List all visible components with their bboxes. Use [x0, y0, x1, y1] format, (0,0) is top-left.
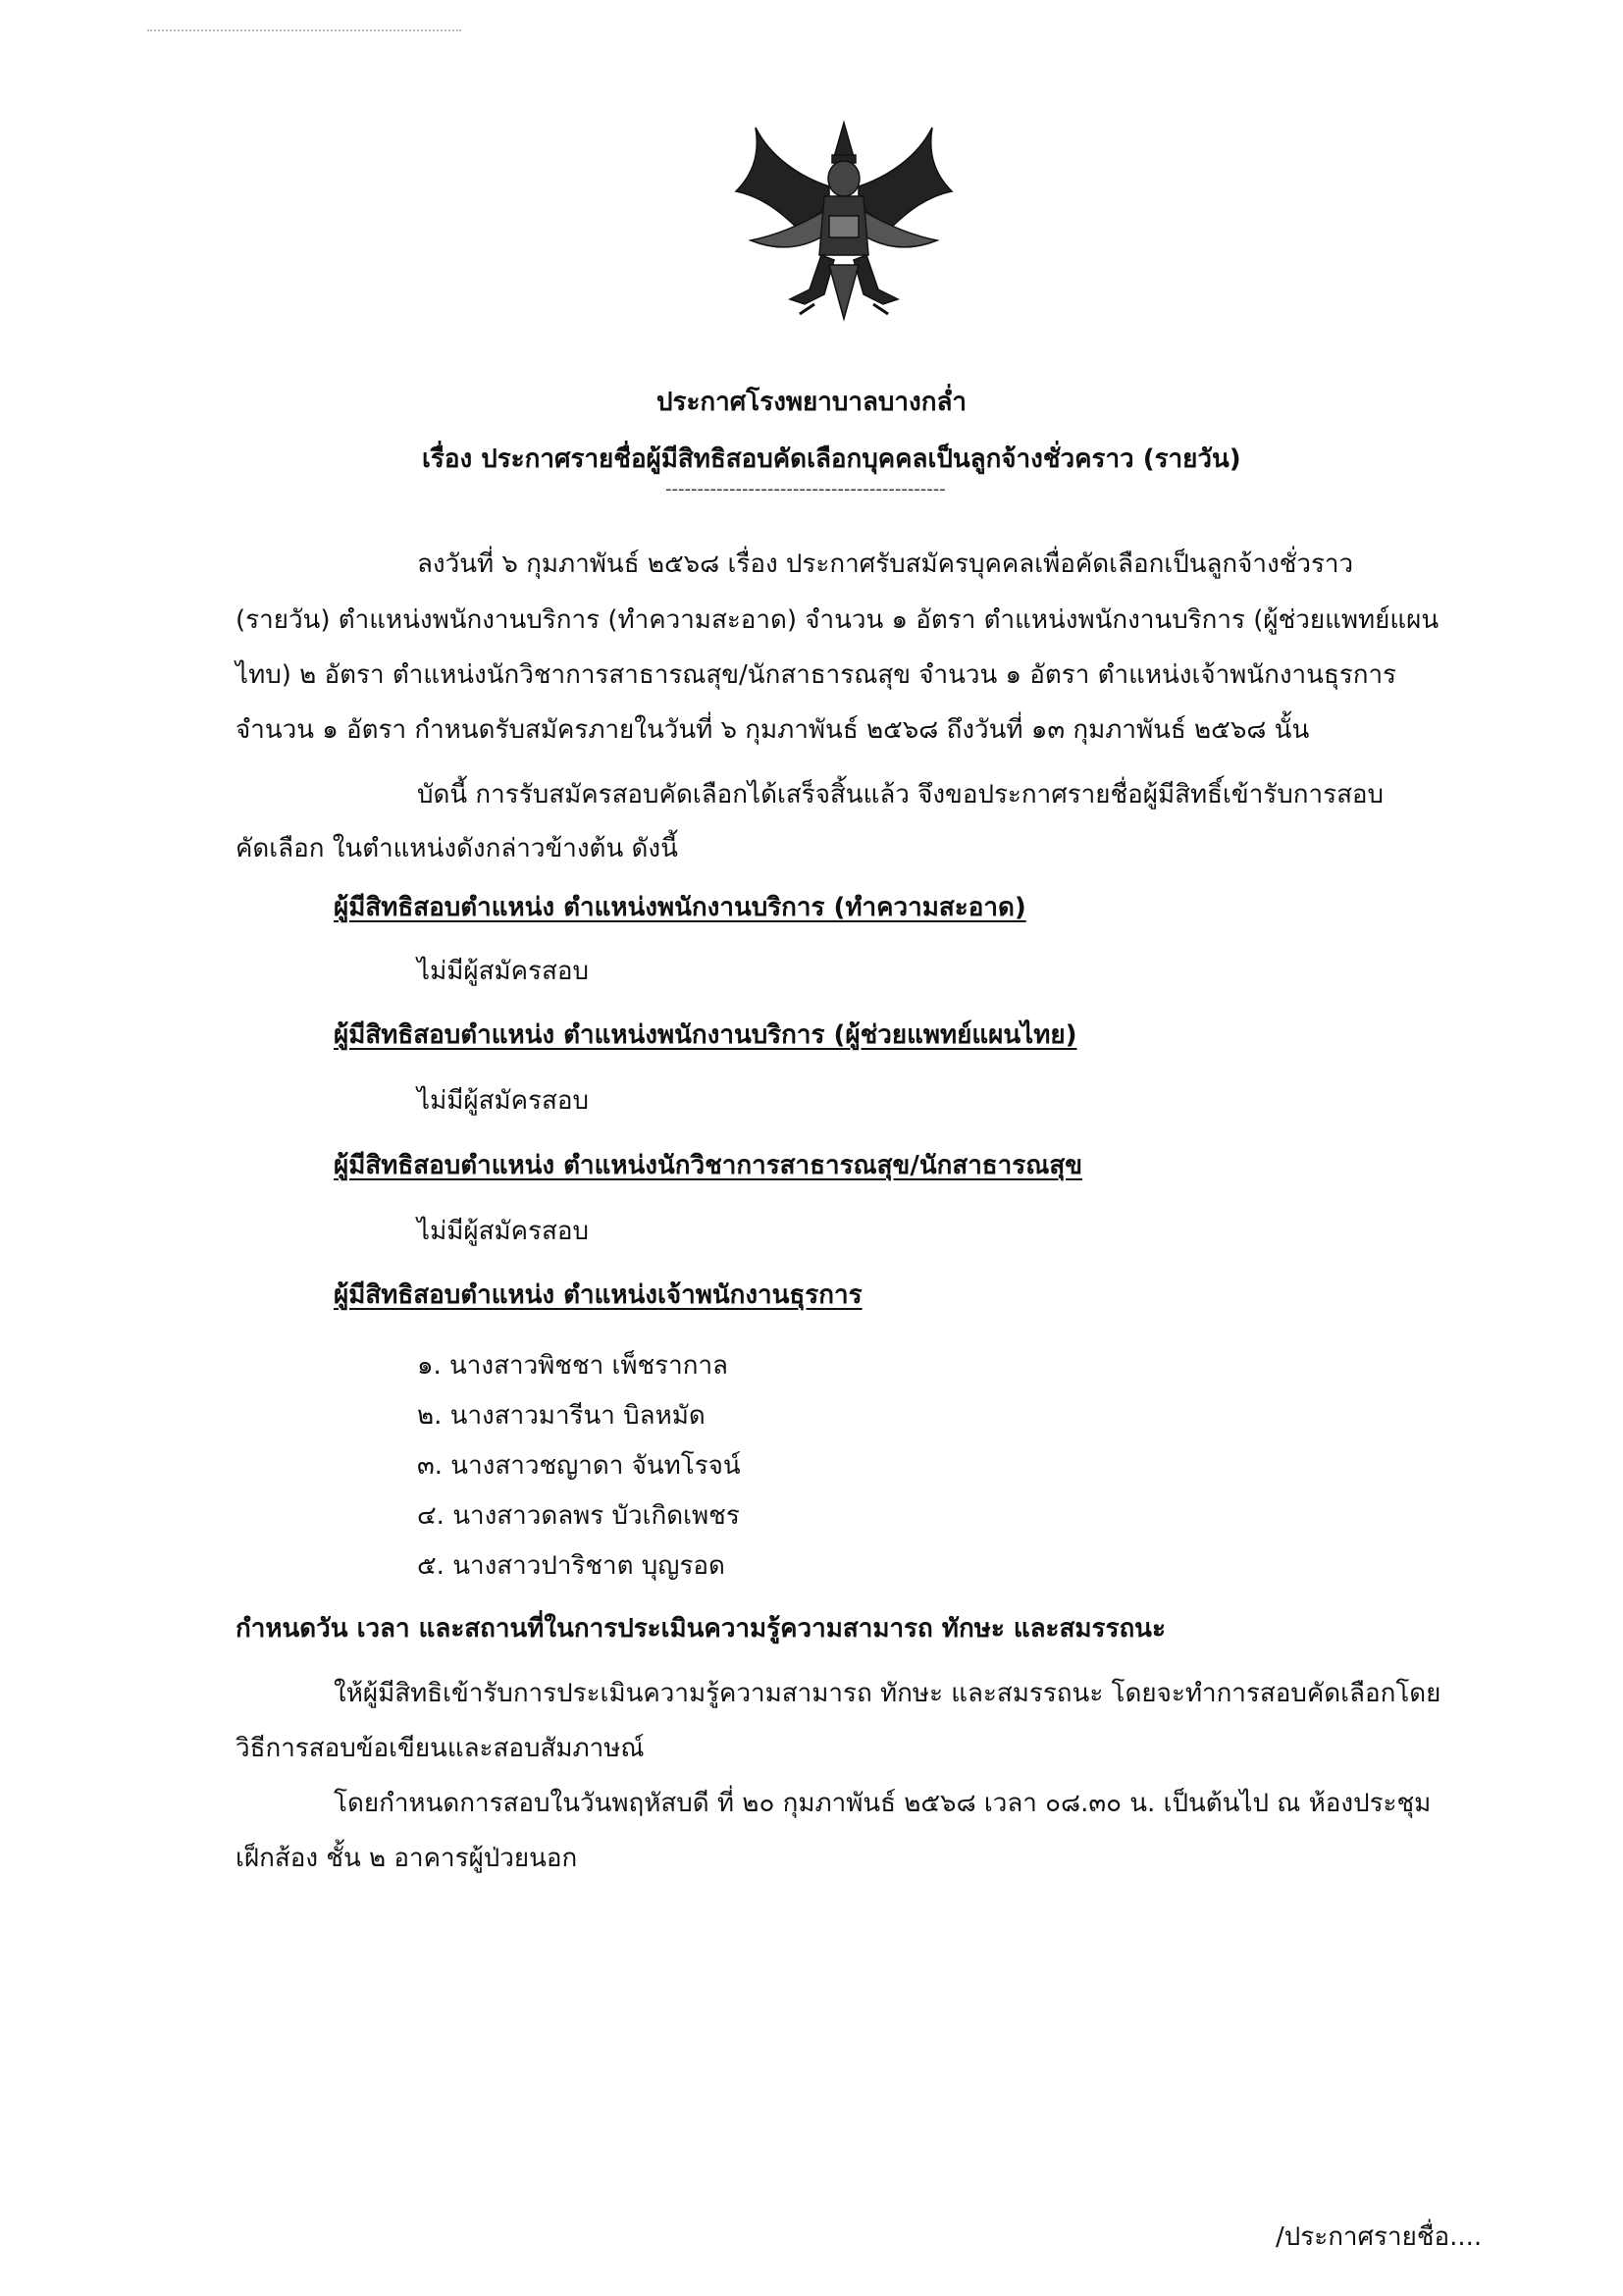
position-result: ไม่มีผู้สมัครสอบ [417, 1086, 589, 1116]
para2-line1: บัดนี้ การรับสมัครสอบคัดเลือกได้เสร็จสิ้นแล้ว จึงขอประกาศรายชื่อผู้มีสิทธิ์เข้ารับการสอบ [417, 780, 1385, 809]
schedule-para1-line1: ให้ผู้มีสิทธิเข้ารับการประเมินความรู้ความสามารถ ทักษะ และสมรรถนะ โดยจะทำการสอบคัดเลือกโดย [334, 1679, 1441, 1708]
position-result: ไม่มีผู้สมัครสอบ [417, 957, 589, 986]
candidate-item: ๔. นางสาวดลพร บัวเกิดเพชร [417, 1501, 740, 1531]
schedule-heading: กำหนดวัน เวลา และสถานที่ในการประเมินความรู้ความสามารถ ทักษะ และสมรรถนะ [236, 1614, 1166, 1644]
para1-line4: จำนวน ๑ อัตรา กำหนดรับสมัครภายในวันที่ ๖ กุมภาพันธ์ ๒๕๖๘ ถึงวันที่ ๑๓ กุมภาพันธ์ ๒๕๖๘ นั้น [236, 715, 1310, 745]
candidate-item: ๑. นางสาวพิชชา เพ็ชรากาล [417, 1351, 728, 1381]
page-continuation: /ประกาศรายชื่อ.... [1276, 2222, 1483, 2252]
para1-line3: ไทบ) ๒ อัตรา ตำแหน่งนักวิชาการสาธารณสุข/นักสาธารณสุข จำนวน ๑ อัตรา ตำแหน่งเจ้าพนักงานธุรการ [236, 660, 1397, 690]
announcement-subject: เรื่อง ประกาศรายชื่อผู้มีสิทธิสอบคัดเลือกบุคคลเป็นลูกจ้างชั่วคราว (รายวัน) [422, 444, 1241, 474]
position-heading: ผู้มีสิทธิสอบตำแหน่ง ตำแหน่งพนักงานบริการ (ทำความสะอาด) [334, 893, 1026, 922]
position-heading: ผู้มีสิทธิสอบตำแหน่ง ตำแหน่งนักวิชาการสาธารณสุข/นักสาธารณสุข [334, 1151, 1083, 1180]
position-result: ไม่มีผู้สมัครสอบ [417, 1217, 589, 1246]
position-heading: ผู้มีสิทธิสอบตำแหน่ง ตำแหน่งพนักงานบริการ (ผู้ช่วยแพทย์แผนไทย) [334, 1020, 1077, 1050]
para1-line2: (รายวัน) ตำแหน่งพนักงานบริการ (ทำความสะอาด) จำนวน ๑ อัตรา ตำแหน่งพนักงานบริการ (ผู้ช่วยแพทย์แผน [236, 605, 1440, 635]
candidate-item: ๕. นางสาวปาริชาต บุญรอด [417, 1551, 725, 1581]
scan-specks [147, 29, 461, 35]
title-separator: -------------------------------------------- [665, 479, 946, 499]
schedule-para2-line1: โดยกำหนดการสอบในวันพฤหัสบดี ที่ ๒๐ กุมภาพันธ์ ๒๕๖๘ เวลา ๐๘.๓๐ น. เป็นต้นไป ณ ห้องประชุม [334, 1789, 1432, 1818]
schedule-para1-line2: วิธีการสอบข้อเขียนและสอบสัมภาษณ์ [236, 1734, 645, 1763]
para2-line2: คัดเลือก ในตำแหน่งดังกล่าวข้างต้น ดังนี้ [236, 834, 678, 863]
para1-line1: ลงวันที่ ๖ กุมภาพันธ์ ๒๕๖๘ เรื่อง ประกาศรับสมัครบุคคลเพื่อคัดเลือกเป็นลูกจ้างชั่วราว [417, 549, 1354, 579]
candidate-item: ๓. นางสาวชญาดา จันทโรจน์ [417, 1451, 741, 1481]
schedule-para2-line2: เฝ็กส้อง ชั้น ๒ อาคารผู้ป่วยนอก [236, 1844, 578, 1873]
candidate-item: ๒. นางสาวมารีนา บิลหมัด [417, 1401, 706, 1431]
garuda-emblem-icon [731, 118, 957, 324]
position-heading: ผู้มีสิทธิสอบตำแหน่ง ตำแหน่งเจ้าพนักงานธุรการ [334, 1280, 863, 1310]
announcement-title: ประกาศโรงพยาบาลบางกล่ำ [656, 388, 967, 417]
